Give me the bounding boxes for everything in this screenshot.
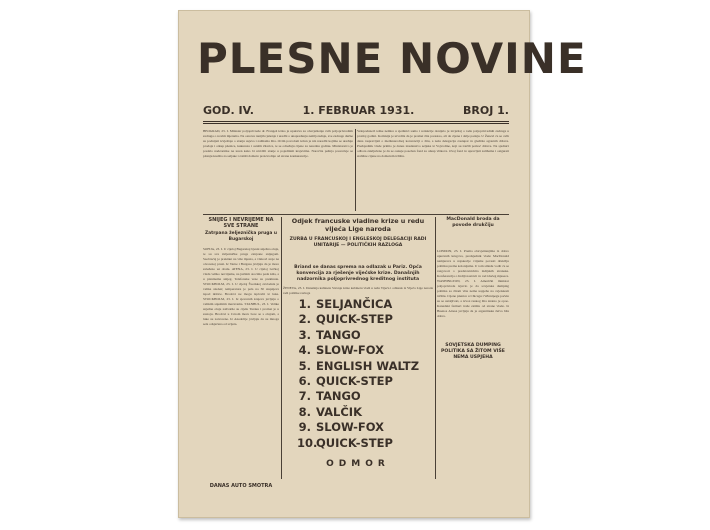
dateline [203,101,509,119]
dance-item [297,359,433,374]
dance-name: QUICK-STEP [316,435,393,450]
volume-label: GOD. IV. [203,103,254,117]
dance-item [297,328,433,343]
center-subheadline: ZURBA U FRANCUSKOJ I ENGLESKOJ DELEGACIJI RADI UNITARIJE — POLITIČKIH RAZLOGA [289,237,427,248]
dance-item [297,374,433,389]
dance-number: 3. [298,327,311,342]
dance-item [297,405,433,420]
dance-name: SLOW-FOX [316,343,385,358]
column-divider [355,129,356,211]
right-column-headline: MacDonald broda da povode drukčiju [446,217,500,228]
center-headline: Odjek francuske vladine krize u redu vijeća Lige naroda [291,217,425,233]
right-column-text: LONDON, 23. I. Prema obavještenjima iz dobro upućenih krugova, predsjednik vlade MacDonald namjerava u najskorije vrijeme povesti drukčiju politiku prema kolonijama. U tom smislu vodit će se razgovori s predstavnicima indijskih stranaka. Konferencija o Indiji nastavit će rad idućeg mjeseca. WASHINGTON, 23. I. Američki ministar poljoprivrede izjavio je da sovjetska dumping politika sa žitom više nema uspjeha na svjetskom tržištu. Cijene pšenice u Chicagu i Winnipegu počele su se ustaljivati, a izvoz ruskog žita znatno je opao. Kanadski farmeri traže zaštitu od strane vlade. Iz Buenos Airesa javljaju da je argentinska žetva bila dobra. [437,249,509,318]
dance-number: 10. [297,435,318,450]
dance-number: 8. [298,404,311,419]
dance-name: VALČIK [316,404,362,419]
masthead-rule [203,121,509,122]
dance-number: 4. [298,343,311,358]
dance-name: ENGLISH WALTZ [316,358,420,373]
dance-name: SELJANČICA [316,297,393,311]
masthead-rule-thin [203,123,509,124]
dance-item [297,389,433,404]
top-right-article-text: Velepoduzeći teške nemire u sjedinici samo i redakcije donijelo je izvještaj o radu poljoprivrednih zadruga u prošloj godini. Komisija je utvrdila da je promet žita porastao, ali da cijene i dalje padaju. U Ženevi će se ovih dana raspravljati o međunarodnoj konvenciji o žitu, a naša delegacija zastupat će gledište agrarnih država. Predsjednik vlade primio je danas izaslanstvo seljaka iz Vojvodine, koji su tražili pomoć države. Na sjednici odbora zaključeno je da se osnuje poseban fond za otkup viškova. Ovaj fond će upravljati zalihama i osigurati stabilne cijene na domaćem tržištu. [357,129,509,158]
left-column-subhead: Zatrpana željeznička pruga u Bugarskoj [204,231,278,242]
top-left-article-text: BEOGRAD, 23. I. Ministar poljoprivrede dr. Frangeš izdao je uputstva za obavještenje svih poljoprivrednih zadruga o novim mjerama. Na osnovu ranijih rješenja i uredbi o unapređenju zemljoradnje, sve zadruge dužne su podnijeti izvještaje o stanju usjeva i zalihama žita. Ovim povodom izdan je niz naredbi kojima se uređuje prodaja i otkup pšenice, kukuruza i ostalih žitarica, te se određuju cijene za narednu godinu. Ministarstvo je poslalo nadzornike na teren kako bi utvrdili stanje u pojedinim krajevima. Naročita pažnja posvećuje se pitanju kredita za seljake i zaštiti domaće proizvodnje od strane konkurencije. [203,129,353,158]
masthead-title: PLESNE NOVINE [197,34,587,83]
right-column-subhead: SOVJETSKA DUMPING POLITIKA SA ŽITOM VIŠE NEMA USPJEHA [441,343,505,360]
dance-name: QUICK-STEP [316,312,393,327]
issue-date: 1. FEBRUAR 1931. [302,103,415,117]
column-divider [281,217,282,479]
dance-number: 9. [298,420,311,435]
left-column-footnote: DANAS AUTO SMOTRA [209,483,273,489]
dance-name: TANGO [316,327,361,342]
dance-program-list [297,297,433,451]
dance-name: QUICK-STEP [316,374,393,389]
dance-item [297,420,433,435]
dance-item [297,436,433,451]
column-divider [435,217,436,479]
dance-item [297,343,433,358]
dance-name: TANGO [316,389,361,404]
break-label: ODMOR [326,459,390,469]
left-column-headline: SNIJEG I NEVRIJEME NA SVE STRANE Zatrpana željeznička pruga u Bugarskoj [204,217,278,242]
dance-number: 7. [298,389,311,404]
dance-number: 2. [298,312,311,327]
dance-number: 5. [298,358,311,373]
center-article-text: ŽENEVA, 23. I. Današnja kabineta Stavnje krize kabinetu vladi u redu Vijeća i odlazak iz Vijeća Lige naroda radi politike razloga [283,286,433,295]
dance-number: 6. [298,374,311,389]
section-divider [203,214,509,215]
issue-number: BROJ 1. [463,103,509,117]
left-column-text: SOFIJA, 23. I. U cijeloj Bugarskoj bjesni snježna oluja, te su sve željezničke pruge zatrpane snijegom. Saobraćaj je prekinut na više mjesta, a vlakovi stoje na otvorenoj pruzi. Iz Varne i Burgasa javljaju da je more zaleđeno uz obalu. ATENA, 23. I. U cijeloj Grčkoj vlada veliko nevrijeme, na južnim otocima pada kiša, a u planinama snijeg. Telefonske veze su prekinute. STOCKHOLM, 23. I. U cijeloj Švedskoj zavladala je velika studen; temperatura je pala na 30 stupnjeva ispod ništice. Brodovi ne mogu isploviti iz luka. STOCKHOLM, 23. I. Iz sjevernih krajeva javljaju o velikim snježnim mećavama. STANBUL, 23. I. Velike snježne oluje zahvatile su cijelu Tursku i promet je u zastoju. Brodovi u Crnom moru bore se s olujom, a luke su zatvorene. Iz Anadolije javljaju da su mnoga sela odsječena od svijeta. [203,247,279,326]
center-subheadline-2: Briand se danas sprema na odlazak u Pariz. Opća konvencija za rješenje vijećske krize. Današnjih nadzornika poljoprivrednog kreditnog instituta [294,265,422,282]
dance-item [297,312,433,327]
dance-item [297,297,433,312]
dance-name: SLOW-FOX [316,420,385,435]
newspaper-page [178,10,587,518]
dance-number: 1. [298,297,311,311]
